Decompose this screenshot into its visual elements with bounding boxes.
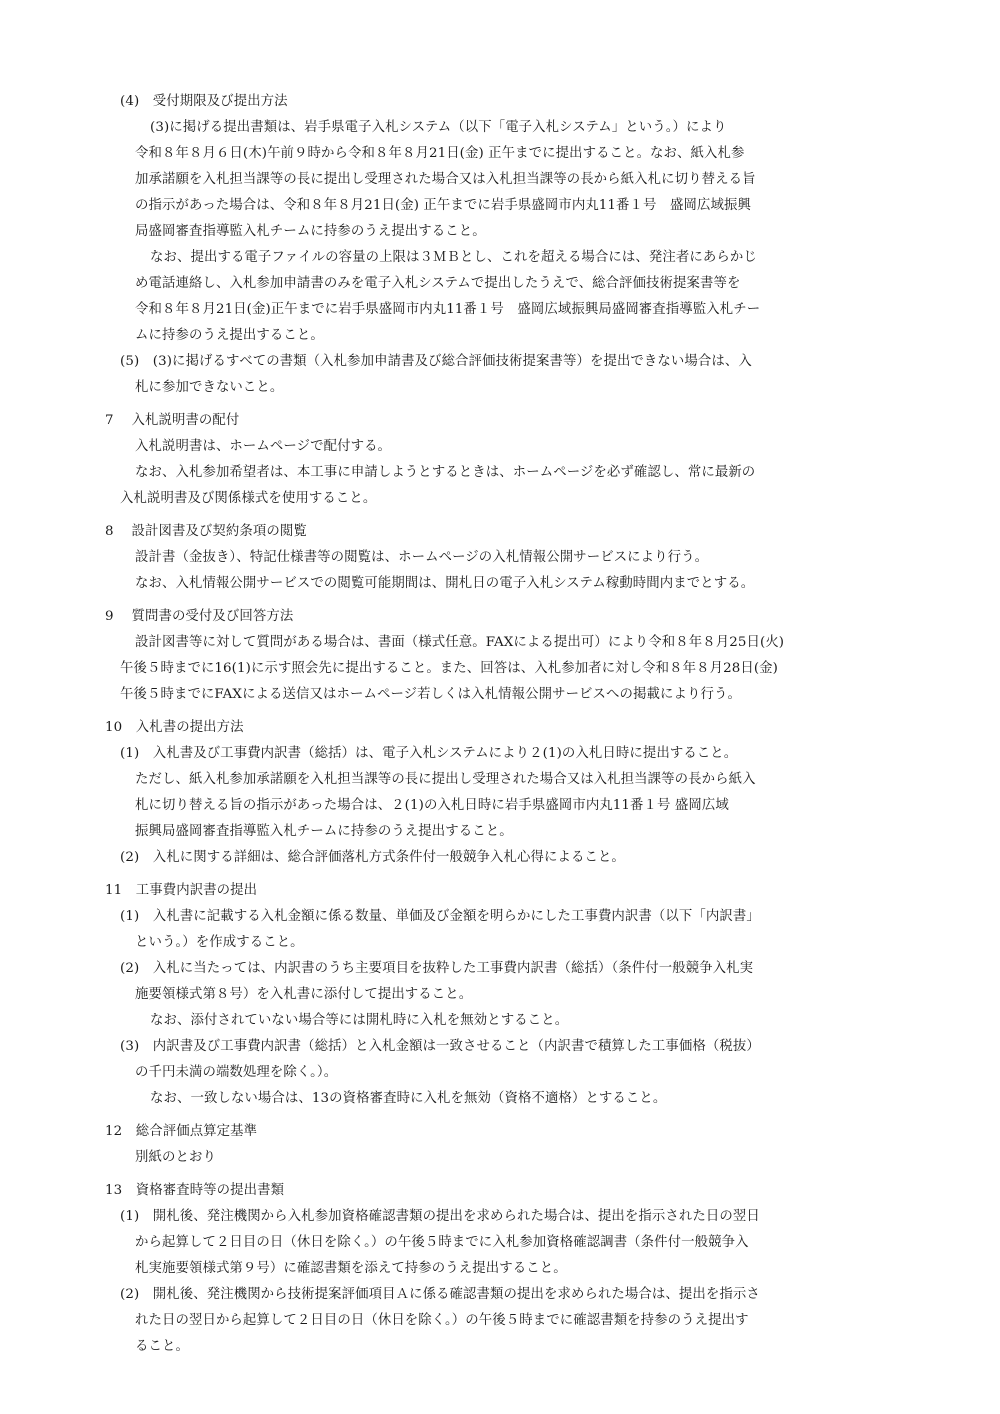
- paragraph-line: 札実施要領様式第９号）に確認書類を添えて持参のうえ提出すること。: [135, 1261, 567, 1276]
- paragraph-line: なお、一致しない場合は、13の資格審査時に入札を無効（資格不適格）とすること。: [150, 1091, 667, 1106]
- paragraph-line: 入札説明書は、ホームページで配付する。: [135, 439, 392, 454]
- subsection-item-2: (2) 入札に関する詳細は、総合評価落札方式条件付一般競争入札心得によること。: [120, 850, 625, 865]
- paragraph-line: なお、添付されていない場合等には開札時に入札を無効とすること。: [150, 1013, 569, 1028]
- paragraph-line: 別紙のとおり: [135, 1150, 216, 1165]
- paragraph-line: 局盛岡審査指導監入札チームに持参のうえ提出すること。: [135, 224, 486, 239]
- section-heading-13: 13 資格審査時等の提出書類: [105, 1183, 285, 1198]
- paragraph-line: の指示があった場合は、令和８年８月21日(金) 正午までに岩手県盛岡市内丸11番１号 盛岡広域振興: [135, 198, 751, 213]
- section-heading-8: 8 設計図書及び契約条項の閲覧: [105, 524, 307, 539]
- subsection-item-1: (1) 入札書及び工事費内訳書（総括）は、電子入札システムにより２(1)の入札日時に提出すること。: [120, 746, 738, 761]
- paragraph-line: なお、入札参加希望者は、本工事に申請しようとするときは、ホームページを必ず確認し、常に最新の: [135, 465, 756, 480]
- paragraph-line: という。）を作成すること。: [135, 935, 304, 950]
- paragraph-line: 令和８年８月６日(木)午前９時から令和８年８月21日(金) 正午までに提出すること。なお、紙入札参: [135, 146, 745, 161]
- paragraph-line: なお、提出する電子ファイルの容量の上限は３ＭＢとし、これを超える場合には、発注者にあらかじ: [150, 250, 757, 265]
- subsection-item-1: (1) 入札書に記載する入札金額に係る数量、単価及び金額を明らかにした工事費内訳書（以下「内訳書」: [120, 909, 760, 924]
- section-heading-7: 7 入札説明書の配付: [105, 413, 240, 428]
- section-heading-9: 9 質問書の受付及び回答方法: [105, 609, 294, 624]
- subsection-heading-4: (4) 受付期限及び提出方法: [120, 94, 288, 109]
- paragraph-line: れた日の翌日から起算して２日目の日（休日を除く。）の午後５時までに確認書類を持参のうえ提出す: [135, 1313, 749, 1328]
- subsection-item-1: (1) 開札後、発注機関から入札参加資格確認書類の提出を求められた場合は、提出を指示された日の翌日: [120, 1209, 760, 1224]
- paragraph-line: ただし、紙入札参加承諾願を入札担当課等の長に提出し受理された場合又は入札担当課等の長から紙入: [135, 772, 756, 787]
- paragraph-line: の千円未満の端数処理を除く。）。: [135, 1065, 338, 1080]
- paragraph-line: 令和８年８月21日(金)正午までに岩手県盛岡市内丸11番１号 盛岡広域振興局盛岡審査指導監入札チー: [135, 302, 761, 317]
- subsection-item-5: (5) (3)に掲げるすべての書類（入札参加申請書及び総合評価技術提案書等）を提出できない場合は、入: [120, 354, 752, 369]
- paragraph-line: 設計図書等に対して質問がある場合は、書面（様式任意。FAXによる提出可）により令和８年８月25日(火): [135, 635, 785, 650]
- subsection-item-2: (2) 入札に当たっては、内訳書のうち主要項目を抜粋した工事費内訳書（総括）（条件付一般競争入札実: [120, 961, 754, 976]
- paragraph-line: 加承諾願を入札担当課等の長に提出し受理された場合又は入札担当課等の長から紙入札に切り替える旨: [135, 172, 756, 187]
- paragraph-line: (3)に掲げる提出書類は、岩手県電子入札システム（以下「電子入札システム」という。）により: [150, 120, 727, 135]
- paragraph-line: なお、入札情報公開サービスでの閲覧可能期間は、開札日の電子入札システム稼動時間内までとする。: [135, 576, 755, 591]
- section-heading-11: 11 工事費内訳書の提出: [105, 883, 258, 898]
- paragraph-line: ムに持参のうえ提出すること。: [135, 328, 324, 343]
- paragraph-line: ること。: [135, 1339, 189, 1354]
- paragraph-line: 午後５時までに16(1)に示す照会先に提出すること。また、回答は、入札参加者に対し令和８年８月28日(金): [120, 661, 778, 676]
- paragraph-line: から起算して２日目の日（休日を除く。）の午後５時までに入札参加資格確認調書（条件付一般競争入: [135, 1235, 749, 1250]
- paragraph-line: 施要領様式第８号）を入札書に添付して提出すること。: [135, 987, 473, 1002]
- paragraph-line: 振興局盛岡審査指導監入札チームに持参のうえ提出すること。: [135, 824, 513, 839]
- paragraph-line: 設計書（金抜き）、特記仕様書等の閲覧は、ホームページの入札情報公開サービスにより行う。: [135, 550, 709, 565]
- subsection-item-2: (2) 開札後、発注機関から技術提案評価項目Ａに係る確認書類の提出を求められた場合は、提出を指示さ: [120, 1287, 760, 1302]
- paragraph-line: 札に切り替える旨の指示があった場合は、２(1)の入札日時に岩手県盛岡市内丸11番１号 盛岡広域: [135, 798, 729, 813]
- paragraph-line: 入札説明書及び関係様式を使用すること。: [120, 491, 377, 506]
- paragraph-line: 午後５時までにFAXによる送信又はホームページ若しくは入札情報公開サービスへの掲載により行う。: [120, 687, 741, 702]
- subsection-item-3: (3) 内訳書及び工事費内訳書（総括）と入札金額は一致させること（内訳書で積算した工事価格（税抜）: [120, 1039, 760, 1054]
- paragraph-line: め電話連絡し、入札参加申請書のみを電子入札システムで提出したうえで、総合評価技術提案書等を: [135, 276, 741, 291]
- paragraph-line: 札に参加できないこと。: [135, 380, 284, 395]
- section-heading-12: 12 総合評価点算定基準: [105, 1124, 258, 1139]
- section-heading-10: 10 入札書の提出方法: [105, 720, 244, 735]
